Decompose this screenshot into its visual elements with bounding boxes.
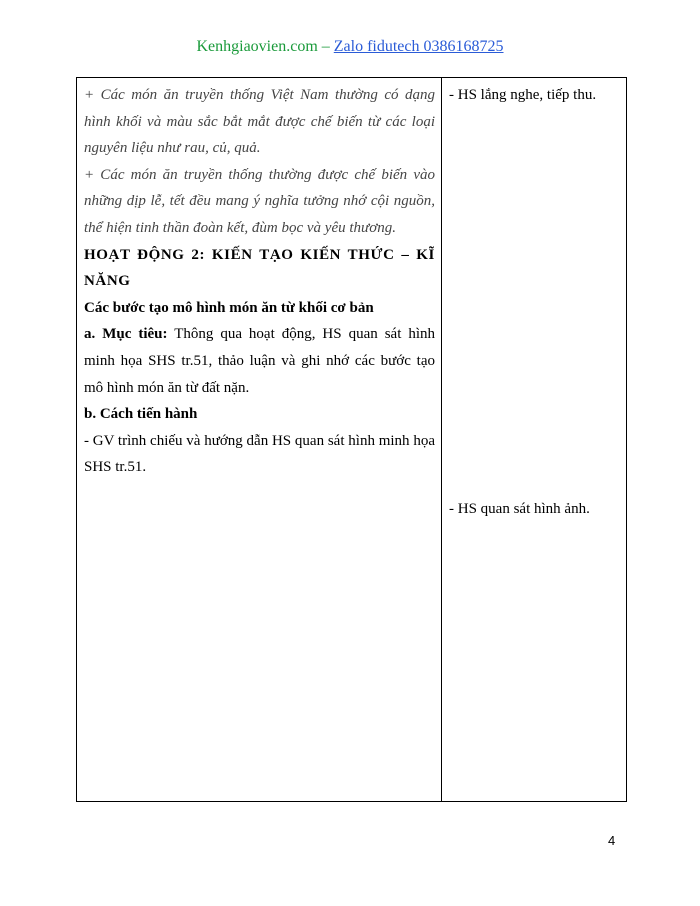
- activity-heading: HOẠT ĐỘNG 2: KIẾN TẠO KIẾN THỨC – KĨ NĂNG: [84, 246, 435, 290]
- zalo-link[interactable]: Zalo fidutech 0386168725: [333, 38, 504, 55]
- bullet-traditional-dishes-meaning: + Các món ăn truyền thống thường được chế biến vào những dịp lễ, tết đều mang ý nghĩa tưởng nhớ cội nguồn, thể hiện tinh thần đoàn kết, đùm bọc và yêu thương.: [84, 166, 435, 236]
- teacher-column: [84, 82, 435, 481]
- bullet-traditional-dishes-shape: + Các món ăn truyền thống Việt Nam thường có dạng hình khối và màu sắc bắt mắt được chế biến từ các loại nguyên liệu như rau, củ, quả.: [84, 87, 435, 157]
- header-separator: –: [317, 38, 334, 55]
- page-number: 4: [608, 833, 616, 848]
- procedure-text: - GV trình chiếu và hướng dẫn HS quan sát hình minh họa SHS tr.51.: [84, 432, 435, 476]
- student-response-listen: - HS lắng nghe, tiếp thu.: [449, 87, 597, 103]
- objective-label: a. Mục tiêu:: [84, 326, 168, 343]
- lesson-table: [76, 77, 627, 802]
- objective-paragraph: [84, 321, 435, 401]
- section-title: Các bước tạo mô hình món ăn từ khối cơ bản: [84, 299, 374, 316]
- page-header: [0, 38, 700, 56]
- objective-text: Thông qua hoạt động, HS quan sát hình minh họa SHS tr.51, thảo luận và ghi nhớ các bước tạo mô hình món ăn từ đất nặn.: [84, 326, 435, 396]
- student-response-observe: - HS quan sát hình ảnh.: [449, 501, 590, 517]
- column-divider: [441, 78, 442, 801]
- site-name: Kenhgiaovien.com: [196, 38, 318, 55]
- procedure-label: b. Cách tiến hành: [84, 406, 198, 423]
